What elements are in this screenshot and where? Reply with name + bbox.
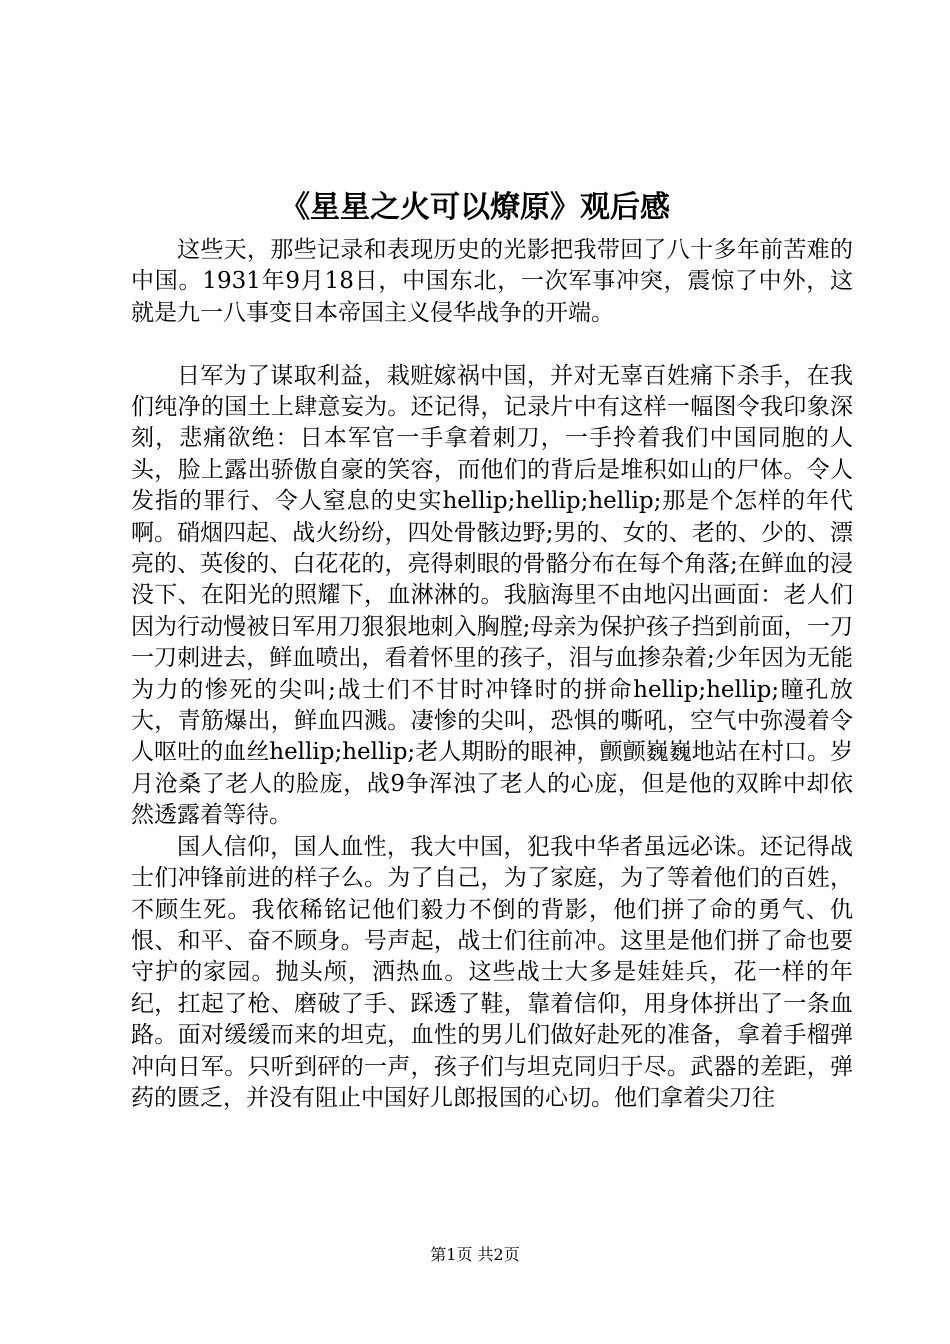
document-body [131, 235, 853, 1114]
page-footer: 第1页 共2页 [430, 1245, 520, 1264]
page-title: 《星星之火可以燎原》观后感 [280, 190, 670, 225]
paragraph-2: 日军为了谋取利益，栽赃嫁祸中国，并对无辜百姓痛下杀手，在我们纯净的国土上肆意妄为。还记得，记录片中有这样一幅图令我印象深刻，悲痛欲绝：日本军官一手拿着刺刀，一手拎着我们中国同胞的人头，脸上露出骄傲自豪的笑容，而他们的背后是堆积如山的尸体。令人发指的罪行、令人窒息的史实hellip;hellip;hellip;那是个怎样的年代啊。硝烟四起、战火纷纷，四处骨骸边野;男的、女的、老的、少的、漂亮的、英俊的、白花花的，亮得刺眼的骨骼分布在每个角落;在鲜血的浸没下、在阳光的照耀下，血淋淋的。我脑海里不由地闪出画面：老人们因为行动慢被日军用刀狠狠地刺入胸膛;母亲为保护孩子挡到前面，一刀一刀刺进去，鲜血喷出，看着怀里的孩子，泪与血掺杂着;少年因为无能为力的惨死的尖叫;战士们不甘时冲锋时的拼命hellip;hellip;瞳孔放大，青筋爆出，鲜血四溅。凄惨的尖叫，恐惧的嘶吼，空气中弥漫着令人呕吐的血丝hellip;hellip;老人期盼的眼神，颤颤巍巍地站在村口。岁月沧桑了老人的脸庞，战9争浑浊了老人的心庞，但是他的双眸中却依然透露着等待。 [131, 362, 853, 829]
paragraph-1: 这些天，那些记录和表现历史的光影把我带回了八十多年前苦难的中国。1931年9月18日，中国东北，一次军事冲突，震惊了中外，这就是九一八事变日本帝国主义侵华战争的开端。 [131, 237, 853, 326]
paragraph-3: 国人信仰，国人血性，我大中国，犯我中华者虽远必诛。还记得战士们冲锋前进的样子么。为了自己，为了家庭，为了等着他们的百姓，不顾生死。我依稀铭记他们毅力不倒的背影，他们拼了命的勇气、仇恨、和平、奋不顾身。号声起，战士们往前冲。这里是他们拼了命也要守护的家园。抛头颅，洒热血。这些战士大多是娃娃兵，花一样的年纪，扛起了枪、磨破了手、踩透了鞋，靠着信仰，用身体拼出了一条血路。面对缓缓而来的坦克，血性的男儿们做好赴死的准备，拿着手榴弹冲向日军。只听到砰的一声，孩子们与坦克同归于尽。武器的差距，弹药的匮乏，并没有阻止中国好儿郎报国的心切。他们拿着尖刀往 [131, 833, 853, 1111]
